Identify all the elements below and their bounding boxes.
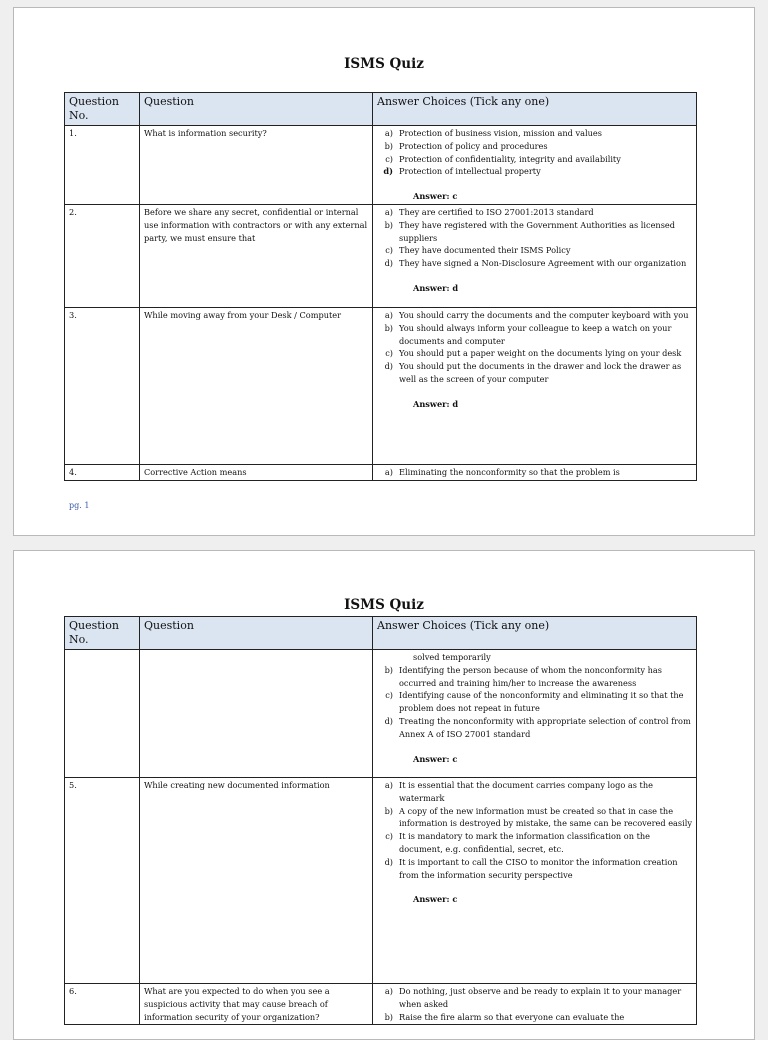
answer-choices [373,778,697,984]
document-page-2 [13,550,755,1040]
choice-text: It is important to call the CISO to monitor the information creation from the information security perspective [399,856,678,880]
choice-text: You should carry the documents and the computer keyboard with you [399,309,689,320]
table-header-row [65,93,697,126]
question-text: While moving away from your Desk / Computer [140,307,373,464]
question-text: What are you expected to do when you see a suspicious activity that may cause breach of information security of your organization? [140,984,373,1025]
choice-item[interactable] [377,360,692,386]
answer-choices [373,204,697,307]
choice-text: Eliminating the nonconformity so that the problem is [399,466,620,477]
choice-text: Treating the nonconformity with appropriate selection of control from Annex A of ISO 27001 standard [399,715,691,739]
choice-label: c) [385,831,393,842]
header-question: Question [140,93,373,126]
page-number: pg. 1 [69,501,90,510]
choice-item[interactable] [377,466,692,479]
choice-item[interactable] [377,664,692,690]
choice-text: Identifying cause of the nonconformity and eliminating it so that the problem does not repeat in future [399,690,684,714]
answer-key: Answer: c [413,753,458,764]
header-answer-choices: Answer Choices (Tick any one) [373,617,697,650]
choice-label: c) [385,690,393,701]
header-answer-choices: Answer Choices (Tick any one) [373,93,697,126]
choice-label: c) [385,245,393,256]
question-number: 3. [65,307,140,464]
header-question: Question [140,617,373,650]
question-number: 2. [65,204,140,307]
choice-label: c) [385,348,393,359]
choice-label: a) [384,206,393,217]
choice-item[interactable] [377,779,692,805]
choice-label: d) [383,166,393,177]
choice-text: You should put the documents in the drawer and lock the drawer as well as the screen of your computer [399,361,682,384]
choice-item[interactable] [377,257,692,270]
answer-key: Answer: c [413,191,458,202]
choice-text: A copy of the new information must be created so that in case the information is destroyed by mistake, the same can be recovered easily [399,805,692,829]
choice-item[interactable] [377,856,692,882]
answer-key: Answer: c [413,894,458,905]
choice-item[interactable] [377,830,692,856]
choice-label: b) [384,322,393,333]
choice-text: Protection of intellectual property [399,166,541,177]
table-row [65,650,697,778]
table-row [65,307,697,464]
answer-choices [373,650,697,778]
question-number [65,650,140,778]
table-row [65,126,697,205]
choice-text: It is mandatory to mark the information classification on the document, e.g. confidential, secret, etc. [399,831,650,854]
question-text: While creating new documented information [140,778,373,984]
header-question-no: Question No. [65,617,140,650]
choice-item[interactable] [377,153,692,166]
choice-label: b) [384,1011,393,1022]
answer-key: Answer: d [413,398,459,409]
choice-item[interactable] [377,127,692,140]
table-row [65,778,697,984]
table-header-row [65,617,697,650]
choice-item[interactable] [377,347,692,360]
table-row [65,204,697,307]
choice-text: You should always inform your colleague to keep a watch on your documents and computer [399,322,672,346]
quiz-table [64,616,697,1025]
choice-label: a) [384,780,393,790]
choice-label: a) [384,986,393,996]
choice-item[interactable] [377,244,692,257]
header-question-no: Question No. [65,93,140,126]
answer-choices [373,126,697,205]
choice-label: b) [384,219,393,230]
choice-label: d) [384,361,393,372]
choice-text: Identifying the person because of whom the nonconformity has occurred and training him/her to increase the awareness [399,664,662,688]
choice-label: d) [384,856,393,867]
choice-label: b) [384,805,393,816]
choice-label: c) [385,153,393,164]
choice-item[interactable] [377,805,692,831]
question-number: 6. [65,984,140,1025]
choice-item[interactable] [377,689,692,715]
choice-label: a) [384,309,393,320]
choice-text: Protection of confidentiality, integrity and availability [399,153,621,164]
question-number: 1. [65,126,140,205]
question-text: Before we share any secret, confidential or internal use information with contractors or with any external party, we must ensure that [140,204,373,307]
table-row [65,984,697,1025]
choice-label: b) [384,664,393,675]
choice-label: a) [384,466,393,477]
question-number: 5. [65,778,140,984]
choice-item[interactable] [377,165,692,178]
choice-item[interactable] [377,1011,692,1024]
document-page-1 [13,7,755,536]
choice-item[interactable] [377,309,692,322]
choice-text: It is essential that the document carries company logo as the watermark [399,780,653,803]
choice-text: They are certified to ISO 27001:2013 standard [399,206,594,217]
choice-item[interactable] [377,140,692,153]
choice-label: a) [384,128,393,138]
question-text: What is information security? [140,126,373,205]
choice-text: You should put a paper weight on the documents lying on your desk [399,348,682,359]
choice-item[interactable] [377,206,692,219]
page-title: ISMS Quiz [344,597,424,613]
page-title: ISMS Quiz [344,56,424,72]
choice-text: Raise the fire alarm so that everyone can evaluate the [399,1011,625,1022]
choice-text: They have registered with the Government Authorities as licensed suppliers [399,219,675,243]
choice-item[interactable] [377,715,692,741]
choice-item[interactable] [377,985,692,1011]
question-number: 4. [65,464,140,480]
answer-choices [373,307,697,464]
answer-choices [373,464,697,480]
answer-key: Answer: d [413,282,459,293]
choice-text: Protection of business vision, mission and values [399,128,602,138]
choice-label: d) [384,715,393,726]
answer-choices [373,984,697,1025]
choice-label: d) [384,258,393,269]
choice-text: They have signed a Non-Disclosure Agreement with our organization [399,258,687,269]
table-row [65,464,697,480]
choice-label: b) [384,140,393,151]
choice-text: They have documented their ISMS Policy [399,245,571,256]
choice-item[interactable] [377,322,692,348]
choice-item[interactable] [377,219,692,245]
question-text [140,650,373,778]
choice-text: Protection of policy and procedures [399,140,548,151]
question-text: Corrective Action means [140,464,373,480]
choice-continuation: solved temporarily [413,652,491,662]
choice-text: Do nothing, just observe and be ready to explain it to your manager when asked [399,986,682,1009]
quiz-table [64,92,697,481]
